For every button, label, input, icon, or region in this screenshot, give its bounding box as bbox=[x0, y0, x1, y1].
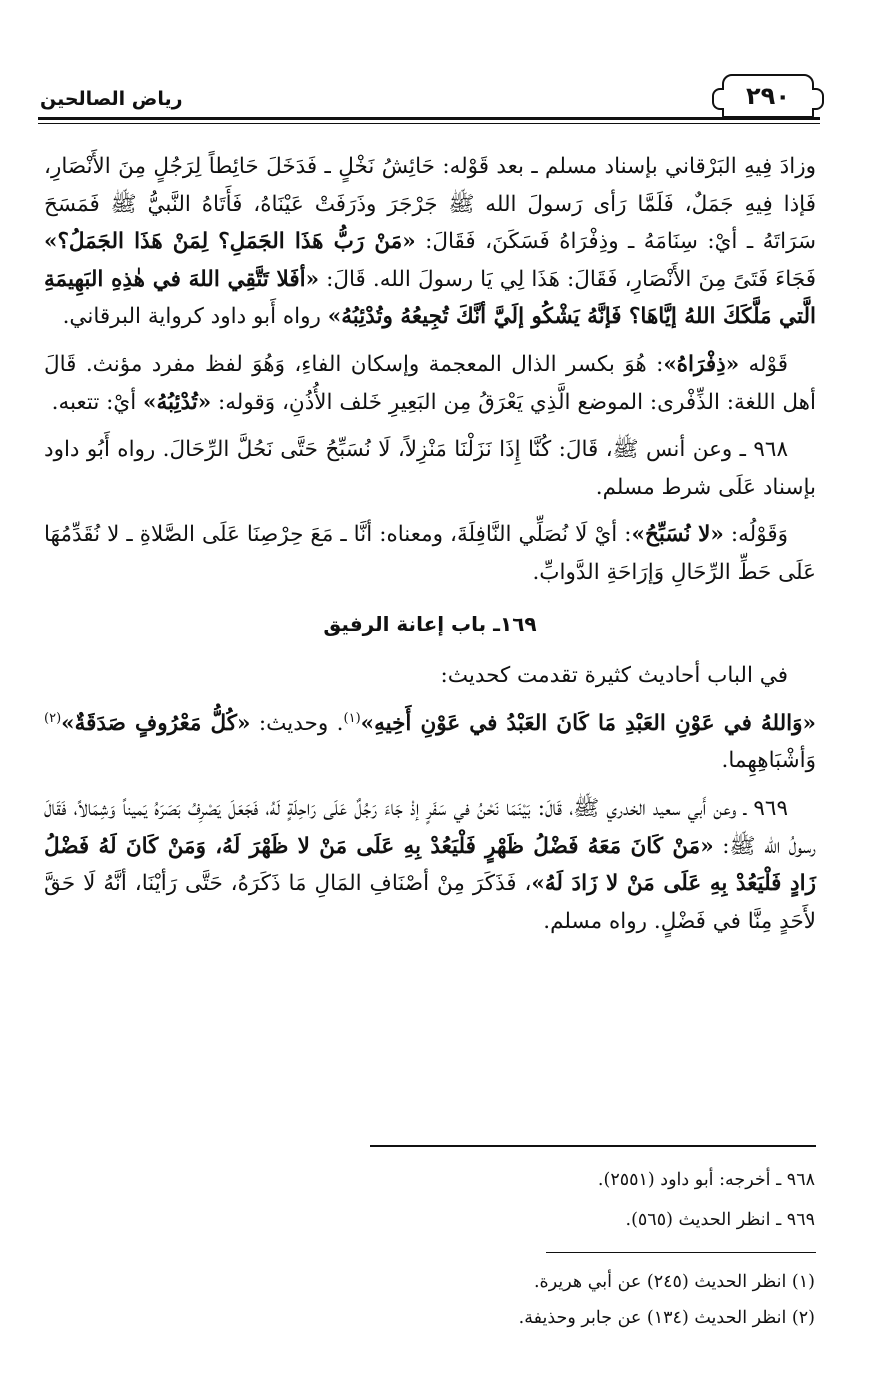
chapter-heading: ١٦٩ـ باب إعانة الرفيق bbox=[323, 611, 537, 636]
page-number-badge: ٢٩٠ bbox=[722, 74, 814, 118]
footnote-ref: (٢) bbox=[44, 710, 62, 726]
header-rule bbox=[38, 117, 820, 120]
header-rule-thin bbox=[38, 123, 820, 124]
footnote: (٢) انظر الحديث (١٣٤) عن جابر وحذيفة. bbox=[518, 1308, 815, 1328]
text-run: فَجَاءَ فَتَىً مِنَ الأَنْصَارِ، فَقَالَ: هَذَا لِي يَا رسولَ الله. قَالَ: bbox=[319, 266, 816, 292]
takhrij-note: ٩٦٨ ـ أخرجه: أبو داود (٢٥٥١). bbox=[597, 1170, 815, 1190]
text-run: . وحديث: bbox=[250, 710, 344, 736]
prophetic-quote: «مَنْ رَبُّ هَذَا الجَمَلِ؟ لِمَنْ هَذَا الجَمَلُ؟» bbox=[44, 229, 416, 255]
text-run: وزادَ فِيهِ البَرْقاني بإسناد مسلم ـ بعد قَوْله: حَائِشُ نَخْلٍ ـ فَدَخَلَ حَائِطاً لِرَجُلٍ مِنَ الأَنْصَارِ، فَإذا فِيهِ جَمَلٌ، فَلَمَّا رَأى رَسولَ الله ﷺ جَرْجَرَ وذَرَفَتْ عَيْنَاهُ، فَأَتَاهُ النَّبيُّ ﷺ فَمَسَحَ سَرَاتَهُ ـ أيْ: سِنَامَهُ ـ وذِفْرَاهُ فَسَكَنَ، فَقَالَ: bbox=[44, 154, 816, 255]
text-run: : هُوَ بكسر الذال المعجمة وإسكان الفاءِ، وَهُوَ لفظ مفرد مؤنث. قَالَ أهل اللغة: الذِّفْرى: الموضع الَّذِي يَعْرَقُ مِن البَعِيرِ خَلف الأُذُنِ، وَقوله: bbox=[44, 351, 816, 415]
glossed-term: «لا نُسَبِّحُ» bbox=[631, 522, 724, 548]
glossed-term: «تُدْئِبُهُ» bbox=[143, 389, 212, 415]
text-run: ، فَذَكَرَ مِنْ أصْنَافِ المَالِ مَا ذَكَرَهُ، حَتَّى رَأيْنَا، أنَّهُ لَا حَقَّ لأَحَدٍ مِنَّا في فَضْلٍ. رواه مسلم. bbox=[44, 871, 816, 934]
footnote: (١) انظر الحديث (٢٤٥) عن أبي هريرة. bbox=[533, 1272, 815, 1292]
paragraph-hadith-969 bbox=[44, 790, 816, 940]
takhrij-rule bbox=[370, 1145, 816, 1147]
text-run: قَوْله bbox=[739, 351, 788, 377]
paragraph-chapter-intro: في الباب أحاديث كثيرة تقدمت كحديث: bbox=[440, 663, 788, 689]
text-run: وَقَوْلُه: bbox=[723, 522, 788, 548]
prophetic-quote: «أفَلا تَتَّقِي اللهَ في هٰذِهِ البَهِيمَةِ الَّتي مَلَّكَكَ اللهُ إيَّاهَا؟ فَإنَّهُ يَشْكُو إلَيَّ أنَّكَ تُجِيعُهُ وتُدْئِبُهُ» bbox=[44, 266, 816, 330]
paragraph-explanation-2 bbox=[44, 516, 816, 591]
text-run: رواه أَبو داود كرواية البرقاني. bbox=[62, 304, 328, 330]
text-run: وَأشْبَاهِهِما. bbox=[721, 748, 816, 774]
prophetic-quote: «وَاللهُ في عَوْنِ العَبْدِ مَا كَانَ العَبْدُ في عَوْنِ أَخِيهِ» bbox=[360, 710, 816, 736]
prophetic-quote: «مَنْ كَانَ مَعَهُ فَضْلُ ظَهْرٍ فَلْيَعُدْ بِهِ عَلَى مَنْ لا ظَهْرَ لَهُ، وَمَنْ كَانَ لَهُ فَضْلُ زَادٍ فَلْيَعُدْ بِهِ عَلَى مَنْ لا زَادَ لَهُ» bbox=[44, 833, 816, 897]
paragraph-hadith-968: ٩٦٨ ـ وعن أنس ﷺ، قَالَ: كُنَّا إِذَا نَزَلْنَا مَنْزِلاً، لَا نُسَبِّحُ حَتَّى نَحُلَّ الرِّحَالَ. رواه أَبُو داود بإسناد عَلَى شرط مسلم. bbox=[44, 437, 816, 500]
takhrij-note: ٩٦٩ ـ انظر الحديث (٥٦٥). bbox=[625, 1210, 815, 1230]
paragraph-cited-hadiths bbox=[44, 705, 816, 780]
paragraph-hadith-continuation bbox=[44, 148, 816, 336]
footnote-ref: (١) bbox=[343, 710, 361, 726]
text-run: ٩٦٩ ـ وعن أَبي سعيد الخدري ﷺ، قَالَ: بَيْنَمَا نَحْنُ في سَفَرٍ إذْ جَاءَ رَجُلٌ عَلَى رَاحِلَةٍ لَهُ، فَجَعَلَ يَصْرِفُ بَصَرَهُ يَميناً وَشِمَالاً، فَقَالَ رسولُ الله ﷺ: bbox=[44, 795, 816, 859]
glossed-term: «ذِفْرَاهُ» bbox=[663, 351, 740, 377]
footnote-rule bbox=[546, 1252, 816, 1253]
main-text bbox=[44, 148, 816, 950]
prophetic-quote: «كُلُّ مَعْرُوفٍ صَدَقَةٌ» bbox=[61, 710, 251, 736]
running-header-title: رياض الصالحين bbox=[40, 88, 183, 110]
text-run: أيْ: تتعبه. bbox=[51, 389, 144, 415]
text-run: : أيْ لَا نُصَلِّي النَّافِلَةَ، ومعناه: أنَّا ـ مَعَ حِرْصِنَا عَلَى الصَّلاةِ ـ لا نُقَدِّمُهَا عَلَى حَطِّ الرِّحَالِ وَإرَاحَةِ الدَّوابِّ. bbox=[44, 522, 816, 585]
paragraph-explanation-1 bbox=[44, 346, 816, 421]
